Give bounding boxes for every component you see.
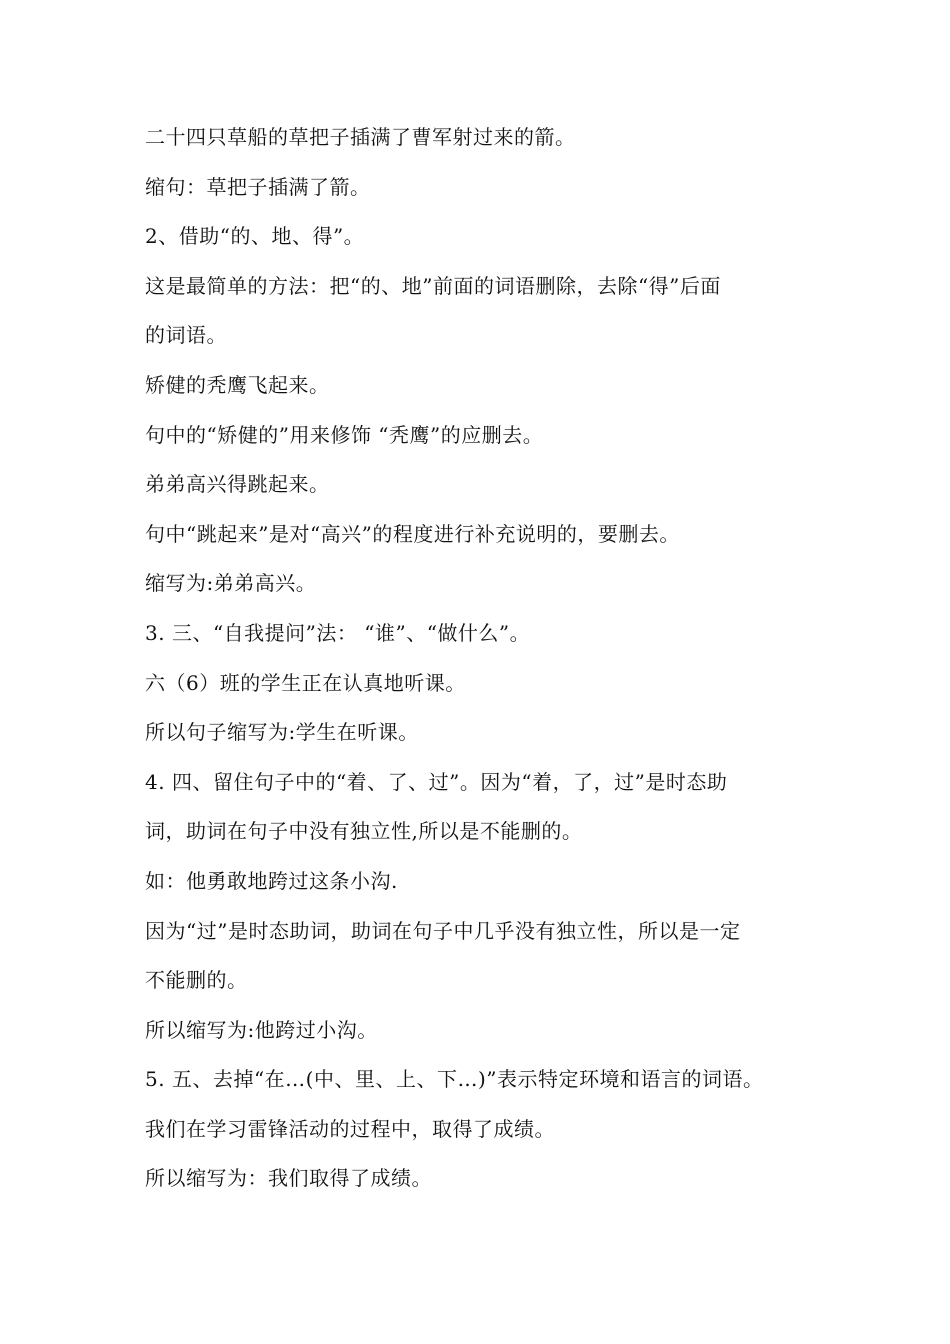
- text-line: 我们在学习雷锋活动的过程中，取得了成绩。: [145, 1116, 555, 1141]
- text-line: 2、借助“的、地、得”。: [145, 224, 365, 249]
- text-line: 矫健的秃鹰飞起来。: [145, 372, 330, 397]
- text-line: 这是最简单的方法：把“的、地”前面的词语删除，去除“得”后面: [145, 273, 721, 298]
- text-line: 缩句：草把子插满了箭。: [145, 174, 371, 199]
- text-line: 句中的“矫健的”用来修饰 “秃鹰”的应删去。: [145, 422, 544, 447]
- text-line: 因为“过”是时态助词，助词在句子中几乎没有独立性，所以是一定: [145, 918, 741, 943]
- text-line: 所以句子缩写为:学生在听课。: [145, 720, 419, 745]
- text-line: 所以缩写为：我们取得了成绩。: [145, 1166, 432, 1191]
- text-line: 句中“跳起来”是对“高兴”的程度进行补充说明的，要删去。: [145, 521, 680, 546]
- text-line: 所以缩写为:他跨过小沟。: [145, 1017, 378, 1042]
- text-line: 弟弟高兴得跳起来。: [145, 472, 330, 497]
- text-line: 3. 三、“自我提问”法： “谁”、“做什么”。: [145, 620, 531, 645]
- text-line: 5. 五、去掉“在…(中、里、上、下…)”表示特定环境和语言的词语。: [145, 1067, 764, 1092]
- text-line: 不能删的。: [145, 968, 248, 993]
- document-body: [145, 113, 825, 1204]
- text-line: 缩写为:弟弟高兴。: [145, 571, 317, 596]
- text-line: 的词语。: [145, 323, 227, 348]
- text-line: 六（6）班的学生正在认真地听课。: [145, 670, 466, 695]
- text-line: 如：他勇敢地跨过这条小沟.: [145, 868, 398, 893]
- text-line: 词，助词在句子中没有独立性,所以是不能删的。: [145, 819, 583, 844]
- text-line: 4. 四、留住句子中的“着、了、过”。因为“着，了，过”是时态助: [145, 769, 728, 794]
- text-line: 二十四只草船的草把子插满了曹军射过来的箭。: [145, 125, 576, 149]
